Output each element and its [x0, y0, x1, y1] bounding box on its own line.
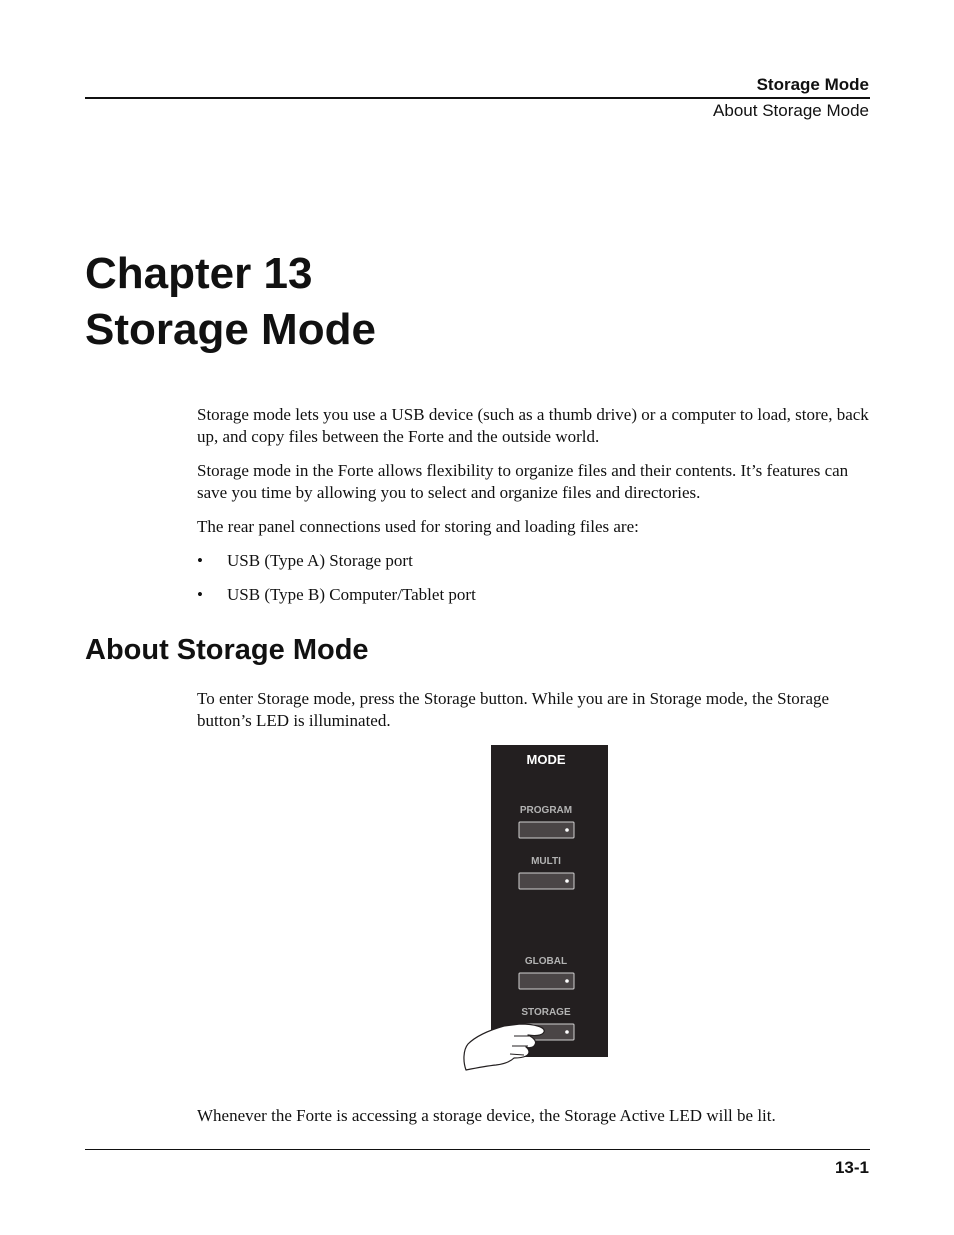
multi-button[interactable]: [519, 873, 574, 889]
storage-label: STORAGE: [521, 1007, 571, 1018]
list-item: [197, 585, 476, 605]
mode-panel-title: MODE: [526, 752, 566, 767]
section-heading: About Storage Mode: [85, 634, 369, 666]
program-led-icon: [565, 828, 569, 832]
running-header-section: About Storage Mode: [713, 101, 869, 120]
program-label: PROGRAM: [519, 805, 573, 816]
header-rule: [85, 97, 870, 99]
intro-paragraph-3: The rear panel connections used for storing and loading files are:: [197, 517, 639, 536]
page-number: 13-1: [834, 1158, 869, 1177]
pointing-hand-icon: [464, 1024, 544, 1070]
section-paragraph-1: To enter Storage mode, press the Storage button. While you are in Storage mode, the Storage button’s LED is illuminated.: [197, 689, 830, 730]
running-header-chapter: Storage Mode: [756, 75, 869, 94]
section-paragraph-2: Whenever the Forte is accessing a storage device, the Storage Active LED will be lit.: [197, 1106, 776, 1125]
list-item-text: USB (Type B) Computer/Tablet port: [227, 585, 476, 604]
chapter-title: [85, 246, 376, 358]
intro-paragraph-1: Storage mode lets you use a USB device (such as a thumb drive) or a computer to load, store, back up, and copy files between the Forte and the outside world.: [197, 405, 869, 446]
program-button[interactable]: [519, 822, 574, 838]
multi-label: MULTI: [531, 856, 561, 867]
storage-led-icon: [565, 1030, 569, 1034]
global-button[interactable]: [519, 973, 574, 989]
chapter-number: Chapter 13: [85, 249, 313, 298]
list-item: [197, 551, 413, 571]
chapter-name: Storage Mode: [85, 305, 376, 354]
global-label: GLOBAL: [524, 956, 568, 967]
footer-rule: [85, 1149, 870, 1150]
bullet-icon: •: [197, 585, 203, 604]
global-led-icon: [565, 979, 569, 983]
bullet-icon: •: [197, 551, 203, 570]
list-item-text: USB (Type A) Storage port: [227, 551, 413, 570]
mode-panel-illustration: [460, 744, 612, 1074]
mode-panel-figure: [460, 744, 612, 1079]
multi-led-icon: [565, 879, 569, 883]
intro-paragraph-2: Storage mode in the Forte allows flexibility to organize files and their contents. It’s features can save you time by allowing you to select and organize files and directories.: [197, 461, 849, 502]
